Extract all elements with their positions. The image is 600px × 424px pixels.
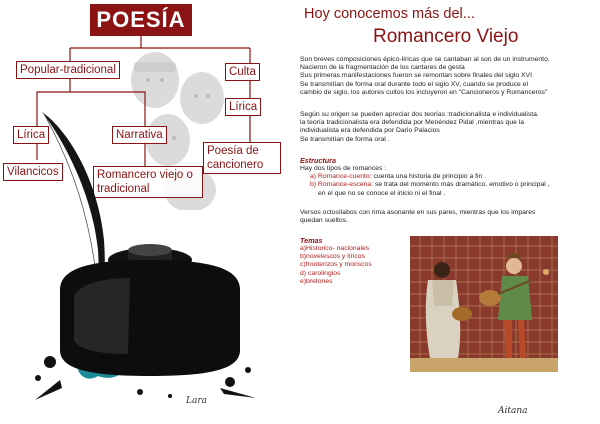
origin-line: Se transmitían de forma oral . <box>300 135 390 143</box>
verses-line: quedan sueltos. <box>300 217 348 225</box>
themes-heading: Temas <box>300 236 323 245</box>
intro-line: Son breves composiciones épico-líricas que se cantaban al son de un instrumento. <box>300 56 550 63</box>
structure-heading: Estructura <box>300 156 336 165</box>
node-lirica-popular: Lírica <box>13 126 49 144</box>
theme-item: c)fronterizos y moriscos <box>300 261 372 269</box>
signature-lara: Lara <box>186 396 208 406</box>
structure-item-b <box>300 181 592 189</box>
structure-b-text: se trata del momento más dramático, emotivo o principal , <box>373 181 550 189</box>
heading-intro: Hoy conocemos más del... <box>304 6 475 22</box>
structure-a-label: a) Romance-cuento: <box>310 173 372 181</box>
structure-b-label: b) Romance-escena: <box>310 181 374 189</box>
node-culta: Culta <box>225 63 260 81</box>
poetry-title: POESÍA <box>90 4 192 36</box>
quill-inkwell-illustration <box>20 100 270 420</box>
origin-line: la teoría tradicionalista era defendida por Menéndez Pidal ,mientras que la <box>300 119 525 127</box>
node-narrativa: Narrativa <box>112 126 167 144</box>
intro-line: Nacieron de la fragmentación de los cantares de gesta <box>300 64 465 72</box>
node-romancero-viejo: Romancero viejo o tradicional <box>93 166 203 198</box>
intro-line: cambio de siglo, los autores cultos los incluyeron en "Cancioneros y Romanceros" <box>300 88 548 96</box>
node-lirica-culta: Lírica <box>225 98 261 116</box>
verses-line: Versos octosílabos con rima asonante en sus pares, mientras que los impares <box>300 209 536 216</box>
theme-item: a)Historico- nacionales <box>300 245 370 252</box>
structure-item-a <box>300 173 592 181</box>
intro-line: Se transmitían de forma oral durante todo el siglo XV, cuando se produce el <box>300 80 528 88</box>
structure-b-continued: en el que no se conoce el inicio ni el final . <box>318 189 446 197</box>
intro-paragraph <box>300 56 592 97</box>
romancero-text-panel <box>298 0 600 424</box>
node-popular-tradicional: Popular-tradicional <box>16 61 120 79</box>
origin-line: Según su origen se pueden apreciar dos teorías :tradicionalista e individualista. <box>300 111 539 118</box>
signature-aitana: Aitana <box>498 406 528 416</box>
structure-a-text: cuenta una historia de principio a fin . <box>371 173 487 181</box>
node-poesia-cancionero: Poesía de cancionero <box>203 142 281 174</box>
medieval-musicians-miniature <box>410 236 558 372</box>
node-vilancicos: Vilancicos <box>3 163 63 181</box>
theme-item: d) carolingios <box>300 269 341 277</box>
intro-line: Sus primeras manifestaciones fueron se remontan sobre finales del siglo XVI <box>300 72 532 80</box>
theme-item: b)novelescos y líricos <box>300 253 365 261</box>
poetry-diagram-panel <box>0 0 298 424</box>
structure-section <box>300 165 592 198</box>
origin-line: individualista era defendida por Dario Palacios <box>300 127 440 135</box>
heading-romancero-viejo: Romancero Viejo <box>373 26 519 47</box>
verses-paragraph <box>300 209 592 225</box>
structure-intro: Hay dos tipos de romances : <box>300 165 387 172</box>
theme-item: e)bretones <box>300 277 333 285</box>
themes-list <box>300 245 400 286</box>
origin-paragraph <box>300 111 592 144</box>
